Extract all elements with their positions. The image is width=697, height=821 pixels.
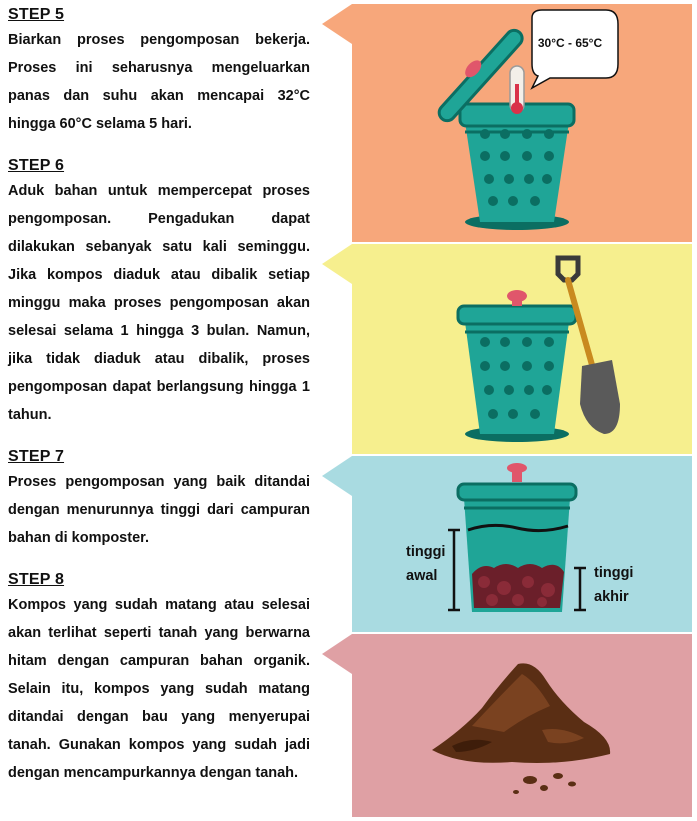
panel-step-6 [322, 244, 692, 454]
compost-bin-icon [458, 463, 576, 612]
step-6 [8, 157, 310, 429]
panel-step-7 [322, 456, 692, 632]
step-5-body: Biarkan proses pengomposan bekerja. Proses ini seharusnya mengeluarkan panas dan suhu akan mencapai 32°C hingga 60°C selama 5 hari. [8, 32, 310, 132]
initial-height-line1: tinggi [406, 544, 446, 560]
step-8 [8, 571, 310, 787]
final-height-line1: tinggi [594, 565, 634, 581]
step-6-body: Aduk bahan untuk mempercepat proses pengomposan. Pengadukan dapat dilakukan sebanyak satu kali seminggu. Jika kompos diaduk atau dibalik setiap minggu maka proses pengomposan akan selesai selama 1 hingga 3 bulan. Namun, jika tidak diaduk atau dibalik, proses pengomposan dapat berlangsung hingga 1 tahun. [8, 183, 310, 423]
step-8-title: STEP 8 [8, 571, 65, 588]
panel-step-5 [322, 4, 692, 242]
step-5 [8, 6, 310, 138]
step-7-body: Proses pengomposan yang baik ditandai dengan menurunnya tinggi dari campuran bahan di komposter. [8, 474, 310, 546]
step-7 [8, 448, 310, 552]
final-height-line2: akhir [594, 589, 629, 605]
step-7-title: STEP 7 [8, 448, 65, 465]
initial-height-line2: awal [406, 568, 438, 584]
step-5-title: STEP 5 [8, 6, 65, 23]
temperature-bubble-text: 30°C - 65°C [537, 36, 603, 50]
step-8-body: Kompos yang sudah matang atau selesai akan terlihat seperti tanah yang berwarna hitam dengan campuran bahan organik. Selain itu, kompos yang sudah matang ditandai dengan bau yang menyerupai tanah. Gunakan kompos yang sudah jadi dengan mencampurkannya dengan tanah. [8, 597, 310, 781]
step-6-title: STEP 6 [8, 157, 65, 174]
thermometer-icon [510, 66, 524, 114]
initial-height-label [406, 540, 445, 588]
final-height-label [594, 561, 633, 609]
panel-step-8 [322, 634, 692, 817]
